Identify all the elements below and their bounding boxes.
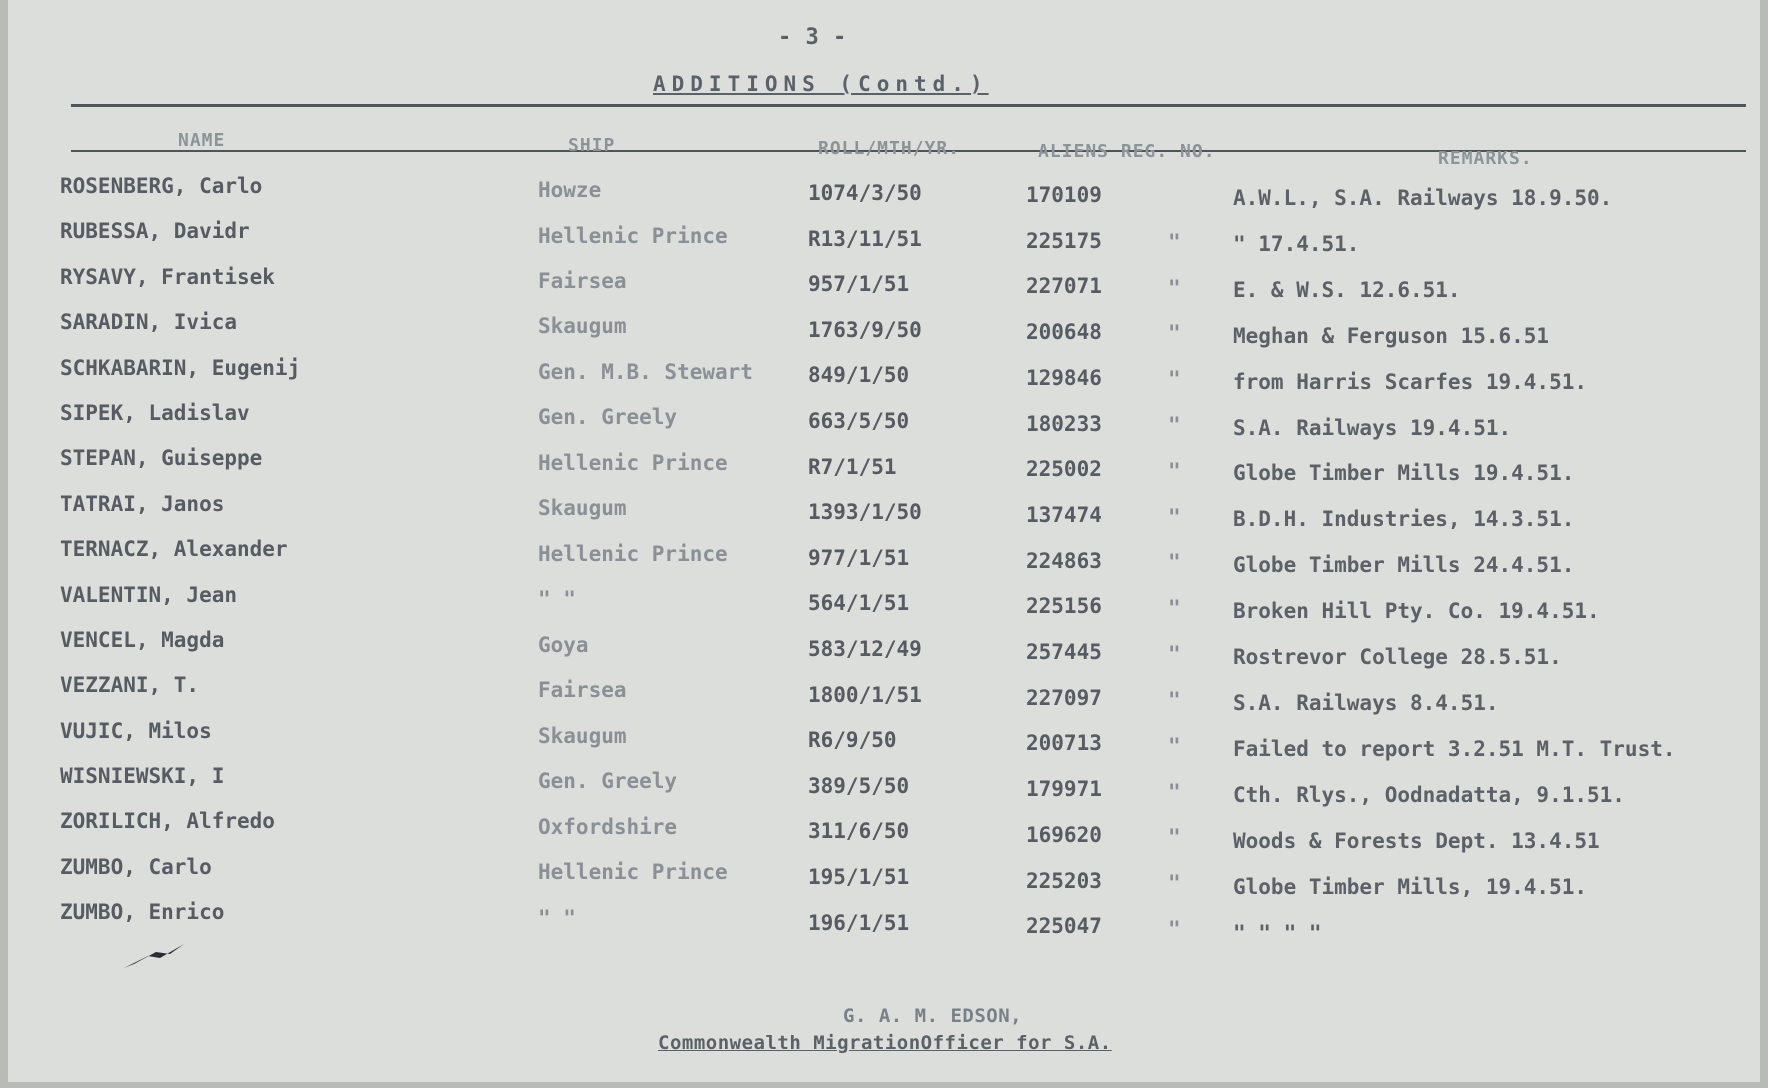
pen-mark-icon [120,938,190,972]
cell-remarks: Failed to report 3.2.51 M.T. Trust. [1233,736,1676,761]
cell-roll: 196/1/51 [808,910,910,935]
cell-reg: 225002 [1026,457,1102,482]
cell-reg: 169620 [1026,822,1102,847]
cell-ditto: " [1168,367,1181,392]
cell-remarks: Meghan & Ferguson 15.6.51 [1233,323,1550,348]
column-header-ship: SHIP [568,135,616,156]
column-header-name: NAME [178,130,226,151]
table-row [8,809,1760,860]
cell-name: VEZZANI, T. [60,673,200,698]
cell-reg: 170109 [1026,183,1102,207]
cell-roll: 957/1/51 [808,272,910,297]
cell-ship: Skaugum [538,496,627,521]
signatory-role: Commonwealth MigrationOfficer for S.A. [658,1032,1112,1054]
cell-reg: 180233 [1026,411,1102,436]
cell-ditto: " [1168,916,1181,941]
cell-reg: 225156 [1026,594,1102,619]
cell-roll: 564/1/51 [808,591,910,616]
cell-ditto: " [1168,550,1181,575]
cell-reg: 225175 [1026,228,1102,253]
table-row [8,673,1760,724]
cell-ship: Hellenic Prince [538,223,728,248]
cell-remarks: " " " " [1233,920,1322,945]
page-number: - 3 - [778,25,847,50]
table-row [8,582,1760,632]
cell-name: VENCEL, Magda [60,627,225,652]
cell-ditto: " [1168,596,1181,621]
cell-ship: Hellenic Prince [538,860,728,885]
document-page [8,0,1760,1082]
cell-ship: Hellenic Prince [538,450,728,475]
table-row [8,174,1760,222]
cell-roll: 1074/3/50 [808,181,922,205]
cell-remarks: Rostrevor College 28.5.51. [1233,645,1562,670]
cell-ship: Fairsea [538,268,627,293]
table-row [8,491,1760,541]
cell-ship: Goya [538,632,589,657]
cell-roll: R6/9/50 [808,728,897,753]
cell-name: SARADIN, Ivica [60,310,238,335]
table-row [8,310,1760,359]
table-row [8,264,1760,313]
cell-remarks: Globe Timber Mills 19.4.51. [1233,461,1575,486]
table-row [8,537,1760,587]
cell-ship: Oxfordshire [538,814,678,839]
page-title: ADDITIONS (Contd.) [653,72,989,96]
table-row [8,900,1760,952]
cell-name: SCHKABARIN, Eugenij [60,355,301,380]
cell-remarks: Globe Timber Mills, 19.4.51. [1233,874,1588,899]
cell-remarks: A.W.L., S.A. Railways 18.9.50. [1233,186,1613,210]
cell-ship: Skaugum [538,723,627,748]
cell-ship: Fairsea [538,678,627,703]
table-row [8,219,1760,268]
cell-reg: 137474 [1026,502,1102,527]
cell-roll: 389/5/50 [808,773,910,798]
cell-ditto: " [1168,458,1181,483]
cell-name: WISNIEWSKI, I [60,764,225,789]
cell-name: VUJIC, Milos [60,718,212,743]
cell-remarks: Cth. Rlys., Oodnadatta, 9.1.51. [1233,782,1625,807]
cell-roll: R13/11/51 [808,226,922,251]
cell-roll: R7/1/51 [808,454,897,479]
cell-ditto: " [1168,779,1181,804]
table-row [8,400,1760,450]
cell-name: ZUMBO, Enrico [60,900,225,925]
cell-remarks: Globe Timber Mills 24.4.51. [1233,553,1575,578]
cell-reg: 227071 [1026,274,1102,299]
cell-ship: " " [538,587,576,612]
cell-name: SIPEK, Ladislav [60,400,250,425]
cell-reg: 227097 [1026,685,1102,710]
cell-ditto: " [1168,413,1181,438]
cell-reg: 224863 [1026,548,1102,573]
cell-ditto: " [1168,733,1181,758]
cell-name: ROSENBERG, Carlo [60,174,263,198]
cell-remarks: from Harris Scarfes 19.4.51. [1233,369,1588,394]
cell-ship: Gen. Greely [538,405,678,430]
cell-name: TATRAI, Janos [60,491,225,516]
cell-ditto: " [1168,687,1181,712]
table-row [8,355,1760,404]
cell-ship: Hellenic Prince [538,541,728,566]
column-header-reg: ALIENS REG. NO. [1038,141,1216,162]
cell-remarks: S.A. Railways 19.4.51. [1233,415,1512,440]
table-row [8,718,1760,769]
cell-remarks: E. & W.S. 12.6.51. [1233,277,1461,302]
cell-reg: 129846 [1026,365,1102,390]
cell-roll: 849/1/50 [808,363,910,388]
cell-roll: 1393/1/50 [808,500,922,525]
cell-ditto: " [1168,275,1181,300]
cell-name: STEPAN, Guiseppe [60,446,263,471]
cell-reg: 225047 [1026,914,1102,939]
cell-ship: Skaugum [538,314,627,339]
cell-ship: Gen. Greely [538,769,678,794]
cell-roll: 1800/1/51 [808,682,922,707]
cell-name: VALENTIN, Jean [60,582,238,607]
cell-ship: Gen. M.B. Stewart [538,359,753,384]
cell-roll: 583/12/49 [808,637,922,661]
cell-roll: 195/1/51 [808,865,910,889]
cell-remarks: B.D.H. Industries, 14.3.51. [1233,507,1575,532]
cell-ditto: " [1168,504,1181,529]
cell-remarks: Broken Hill Pty. Co. 19.4.51. [1233,599,1600,624]
cell-roll: 663/5/50 [808,409,910,433]
cell-roll: 977/1/51 [808,545,910,570]
table-row [8,764,1760,815]
cell-reg: 257445 [1026,640,1102,665]
column-header-remarks: REMARKS. [1438,148,1533,169]
cell-remarks: Woods & Forests Dept. 13.4.51 [1233,828,1600,853]
cell-remarks: S.A. Railways 8.4.51. [1233,691,1499,716]
signatory-name: G. A. M. EDSON, [843,1005,1023,1027]
cell-name: ZUMBO, Carlo [60,854,212,879]
table-row [8,627,1760,678]
cell-roll: 1763/9/50 [808,317,922,342]
cell-ditto: " [1168,642,1181,667]
column-header-roll: ROLL/MTH/YR. [818,138,961,159]
cell-ditto: " [1168,321,1181,346]
top-rule [71,104,1746,107]
cell-ditto: " [1168,229,1181,254]
cell-roll: 311/6/50 [808,819,910,844]
cell-name: RYSAVY, Frantisek [60,264,275,289]
cell-remarks: " 17.4.51. [1233,231,1360,256]
cell-ship: " " [538,905,576,930]
cell-reg: 200713 [1026,731,1102,756]
cell-name: ZORILICH, Alfredo [60,809,275,834]
cell-reg: 225203 [1026,868,1102,893]
table-row [8,446,1760,496]
cell-ditto: " [1168,825,1181,850]
cell-name: TERNACZ, Alexander [60,537,288,562]
cell-ship: Howze [538,178,602,202]
cell-reg: 200648 [1026,320,1102,345]
cell-ditto: " [1168,871,1181,896]
cell-reg: 179971 [1026,777,1102,802]
cell-name: RUBESSA, Davidr [60,219,250,244]
table-row [8,854,1760,906]
